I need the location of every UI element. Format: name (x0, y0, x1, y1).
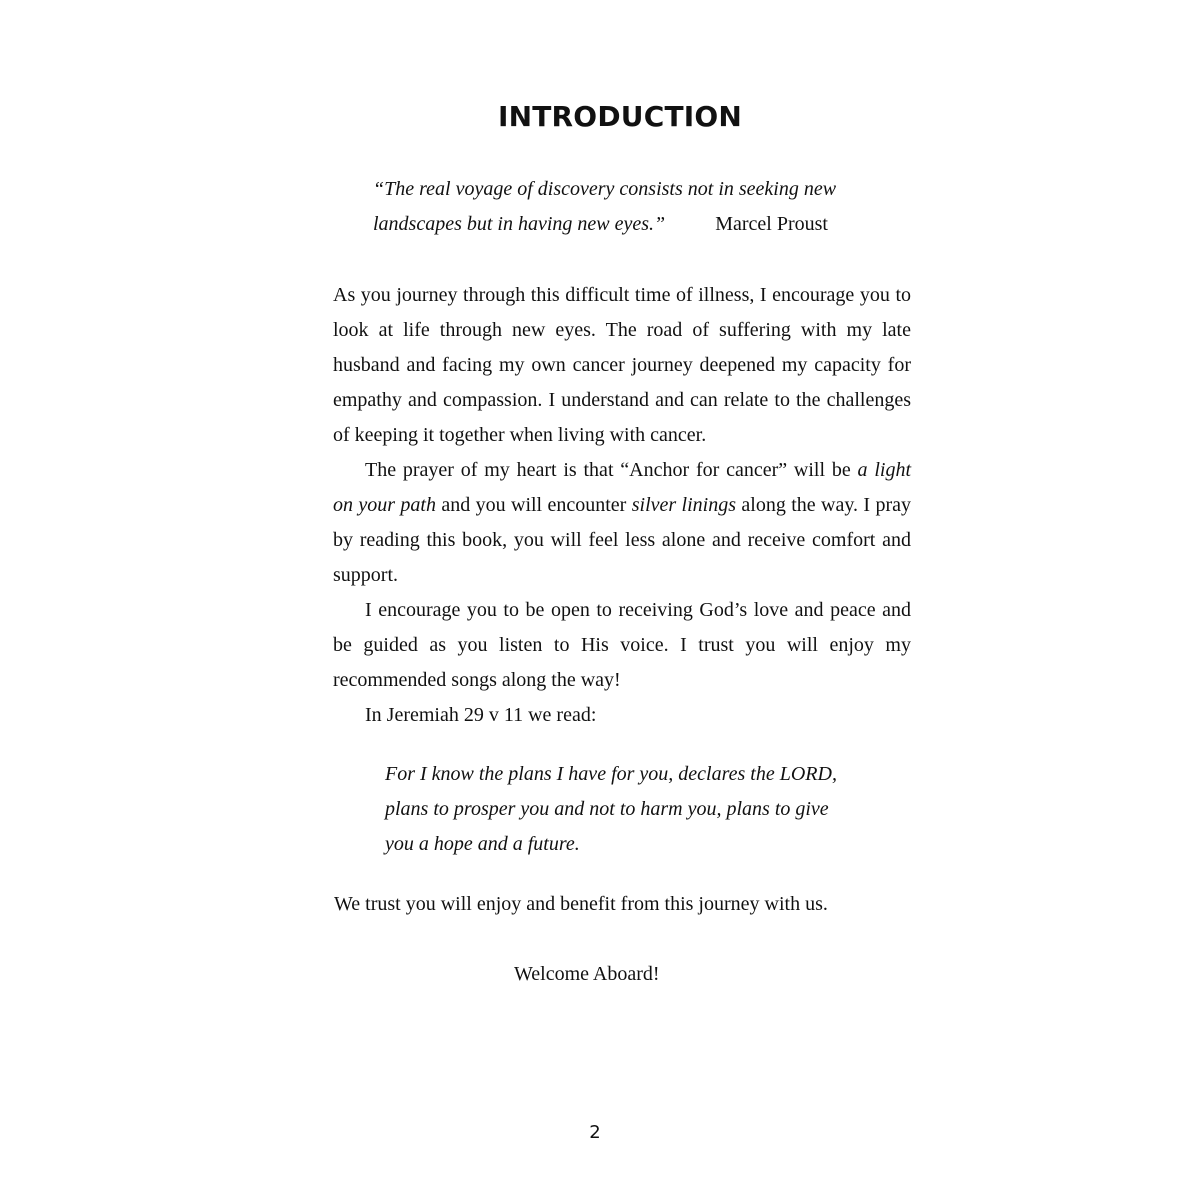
paragraph-2-part-b: and you will encounter (435, 494, 632, 516)
paragraph-2-emphasis-light: a light on your path (333, 459, 912, 516)
paragraph-4: In Jeremiah 29 v 11 we read: (365, 704, 597, 726)
paragraph-2-emphasis-silver-linings: silver linings (631, 494, 737, 516)
body-text (333, 278, 911, 733)
scripture-line-2: plans to prosper you and not to harm you, plans to give (385, 798, 829, 820)
welcome-line: Welcome Aboard! (514, 963, 660, 985)
paragraph-2 (333, 453, 911, 593)
scripture-line-3: you a hope and a future. (385, 833, 580, 855)
scripture-quote (385, 757, 885, 862)
paragraph-2-part-c: along the way. I pray by reading this book, you will feel less alone and receive comfort and support. (333, 494, 912, 586)
epigraph-quote-text-1: “The real voyage of discovery consists not in seeking new (373, 178, 837, 200)
paragraph-2-part-a: The prayer of my heart is that “Anchor for cancer” will be (365, 459, 858, 481)
epigraph-author: Marcel Proust (715, 213, 828, 235)
closing-sentence: We trust you will enjoy and benefit from this journey with us. (334, 893, 828, 915)
epigraph-quote-line-2 (373, 207, 873, 242)
epigraph-quote-text-2: landscapes but in having new eyes.” (373, 213, 666, 235)
paragraph-3: I encourage you to be open to receiving God’s love and peace and be guided as you listen to His voice. I trust you will enjoy my recommended songs along the way! (333, 599, 911, 691)
scripture-line-1: For I know the plans I have for you, declares the LORD, (385, 763, 837, 785)
page-number: 2 (589, 1122, 601, 1143)
epigraph (373, 172, 873, 242)
page-title: INTRODUCTION (498, 100, 742, 133)
epigraph-quote-line-1 (373, 172, 873, 207)
paragraph-1: As you journey through this difficult time of illness, I encourage you to look at life through new eyes. The road of suffering with my late husband and facing my own cancer journey deepened my capacity for empathy and compassion. I understand and can relate to the challenges of keeping it together when living with cancer. (333, 284, 911, 446)
